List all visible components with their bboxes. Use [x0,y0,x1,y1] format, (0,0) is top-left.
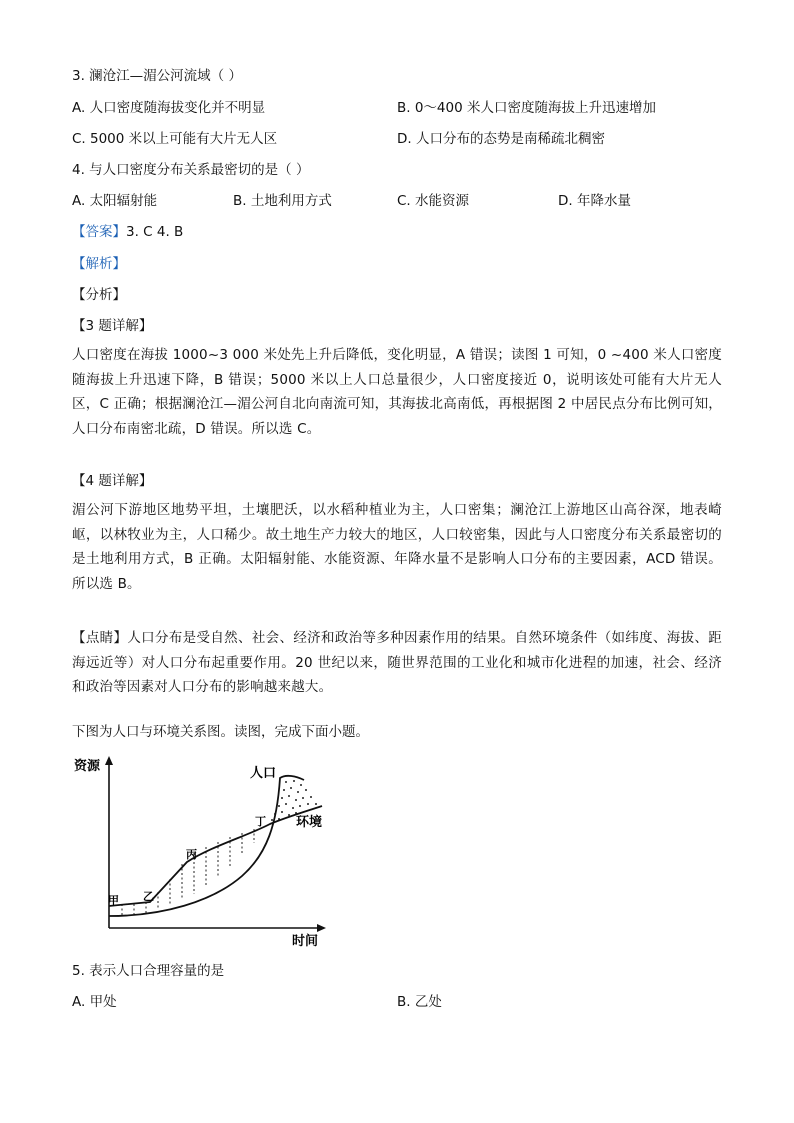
q3-option-c: C. 5000 米以上可能有大片无人区 [72,131,278,147]
dianjing-text: 人口分布是受自然、社会、经济和政治等多种因素作用的结果。自然环境条件（如纬度、海拔、距海远近等）对人口分布起重要作用。20 世纪以来，随世界范围的工业化和城市化进程的加速，社会、经济和政治等因素对人口分布的影响越来越大。 [72,630,722,695]
point-bing-label: 丙 [186,848,197,861]
answer-values: 3. C 4. B [126,224,184,240]
point-ding-label: 丁 [255,815,266,828]
dianjing-label: 【点睛】 [72,630,128,646]
q5-stem: 5. 表示人口合理容量的是 [72,963,225,979]
environment-curve [109,806,322,906]
q4-option-d: D. 年降水量 [558,193,631,209]
population-label: 人口 [250,766,277,781]
dianjing-paragraph [72,626,722,700]
q3-detail-text: 人口密度在海拔 1000~3 000 米处先上升后降低，变化明显，A 错误；读图 1 可知，0 ~400 米人口密度随海拔上升迅速下降，B 错误；5000 米以上人口总量很少，人口密度接近 0，说明该处可能有大片无人区，C 正确；根据澜沧江—湄公河自北向南流可知，其海拔北高南低，再根据图 2 中居民点分布比例可知，人口分布南密北疏，D 错误。所以选 C。 [72,347,722,437]
q4-detail-text: 湄公河下游地区地势平坦，土壤肥沃，以水稻种植业为主，人口密集；澜沧江上游地区山高谷深，地表崎岖，以林牧业为主，人口稀少。故土地生产力较大的地区，人口较密集，因此与人口密度分布关系最密切的是土地利用方式，B 正确。太阳辐射能、水能资源、年降水量不是影响人口分布的主要因素，ACD 错误。所以选 B。 [72,502,722,592]
population-curve [109,776,304,916]
intro-text: 下图为人口与环境关系图。读图，完成下面小题。 [72,724,369,740]
q5-option-a: A. 甲处 [72,994,117,1010]
q4-detail-label: 【4 题详解】 [72,473,153,489]
q5-option-b: B. 乙处 [397,994,442,1010]
q4-stem: 4. 与人口密度分布关系最密切的是（ ） [72,162,310,178]
q3-option-a: A. 人口密度随海拔变化并不明显 [72,100,266,116]
q3-option-b: B. 0～400 米人口密度随海拔上升迅速增加 [397,100,656,116]
q4-option-a: A. 太阳辐射能 [72,193,158,209]
environment-label: 环境 [296,815,323,830]
point-yi-label: 乙 [143,890,154,903]
population-environment-figure [72,752,342,952]
analysis-label: 【解析】 [72,256,126,272]
point-jia-label: 甲 [108,894,119,907]
fenxi-label: 【分析】 [72,287,126,303]
q4-option-b: B. 土地利用方式 [233,193,332,209]
x-axis-label: 时间 [292,934,319,949]
y-axis-label: 资源 [74,759,101,774]
q3-detail-label: 【3 题详解】 [72,318,153,334]
x-axis-arrow [317,924,326,932]
q3-stem: 3. 澜沧江—湄公河流域（ ） [72,68,242,84]
q4-option-c: C. 水能资源 [397,193,470,209]
y-axis-arrow [105,756,113,765]
q3-option-d: D. 人口分布的态势是南稀疏北稠密 [397,131,605,147]
answer-label: 【答案】 [72,224,126,240]
answer-line [72,223,183,241]
